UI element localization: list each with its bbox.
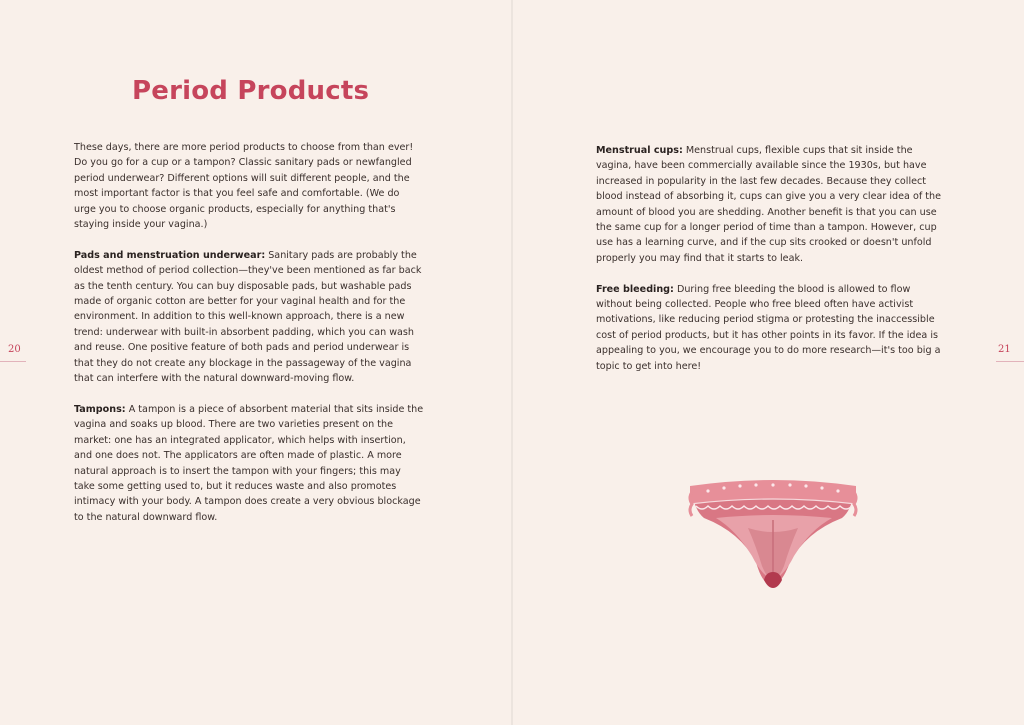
left-page-text	[74, 140, 424, 541]
page-number-left: 20	[8, 344, 21, 355]
free-bleeding-paragraph	[596, 282, 946, 374]
free-bleeding-heading: Free bleeding:	[596, 283, 674, 295]
page-number-rule-right	[996, 361, 1024, 362]
page-number-rule-left	[0, 361, 26, 362]
book-gutter	[511, 0, 513, 725]
cups-body: Menstrual cups, flexible cups that sit inside the vagina, have been commercially available since the 1930s, but have increased in popularity in the last few decades. Because they collect blood instead of absorbing it, cups can give you a very clear idea of the amount of blood you are shedding. Another benefit is that you can use the same cup for a longer period of time than a tampon. However, cup use has a learning curve, and if the cup sits crooked or doesn't unfold properly you may find that it starts to leak.	[596, 145, 942, 264]
pads-heading: Pads and menstruation underwear:	[74, 249, 266, 261]
free-bleeding-body: During free bleeding the blood is allowed to flow without being collected. People who free bleed often have activist motivations, like reducing period stigma or protesting the inaccessible cost of period products, but it has other points in its favor. If the idea is appealing to you, we encourage you to do more research—it's too big a topic to get into here!	[596, 283, 941, 372]
intro-paragraph: These days, there are more period products to choose from than ever! Do you go for a cup or a tampon? Classic sanitary pads or newfangled period underwear? Different options will suit different people, and the most important factor is that you feel safe and comfortable. (We do urge you to choose organic products, especially for anything that's staying inside your vagina.)	[74, 142, 414, 231]
pads-paragraph	[74, 248, 424, 387]
tampons-heading: Tampons:	[74, 403, 126, 415]
page-number-right: 21	[998, 344, 1011, 355]
pads-body: Sanitary pads are probably the oldest method of period collection—they've been mentioned as far back as the tenth century. You can buy disposable pads, but washable pads made of organic cotton are better for your vaginal health and for the environment. In addition to this well-known approach, there is a new trend: underwear with built-in absorbent padding, which you can wash and reuse. One positive feature of both pads and period underwear is that they do not create any blockage in the passageway of the vagina that can interfere with the natural downward-moving flow.	[74, 249, 422, 385]
right-page-text	[596, 143, 946, 389]
page-title: Period Products	[132, 76, 370, 106]
cups-paragraph	[596, 143, 946, 266]
tampons-body: A tampon is a piece of absorbent material that sits inside the vagina and soaks up blood. There are two varieties present on the market: one has an integrated applicator, which helps with insertion, and one does not. The applicators are often made of plastic. A more natural approach is to insert the tampon with your fingers; this may take some getting used to, but it reduces waste and also promotes intimacy with your body. A tampon does create a very obvious blockage to the natural downward flow.	[74, 403, 424, 523]
cups-heading: Menstrual cups:	[596, 145, 683, 156]
tampons-paragraph	[74, 402, 424, 525]
period-underwear-icon	[686, 476, 860, 594]
